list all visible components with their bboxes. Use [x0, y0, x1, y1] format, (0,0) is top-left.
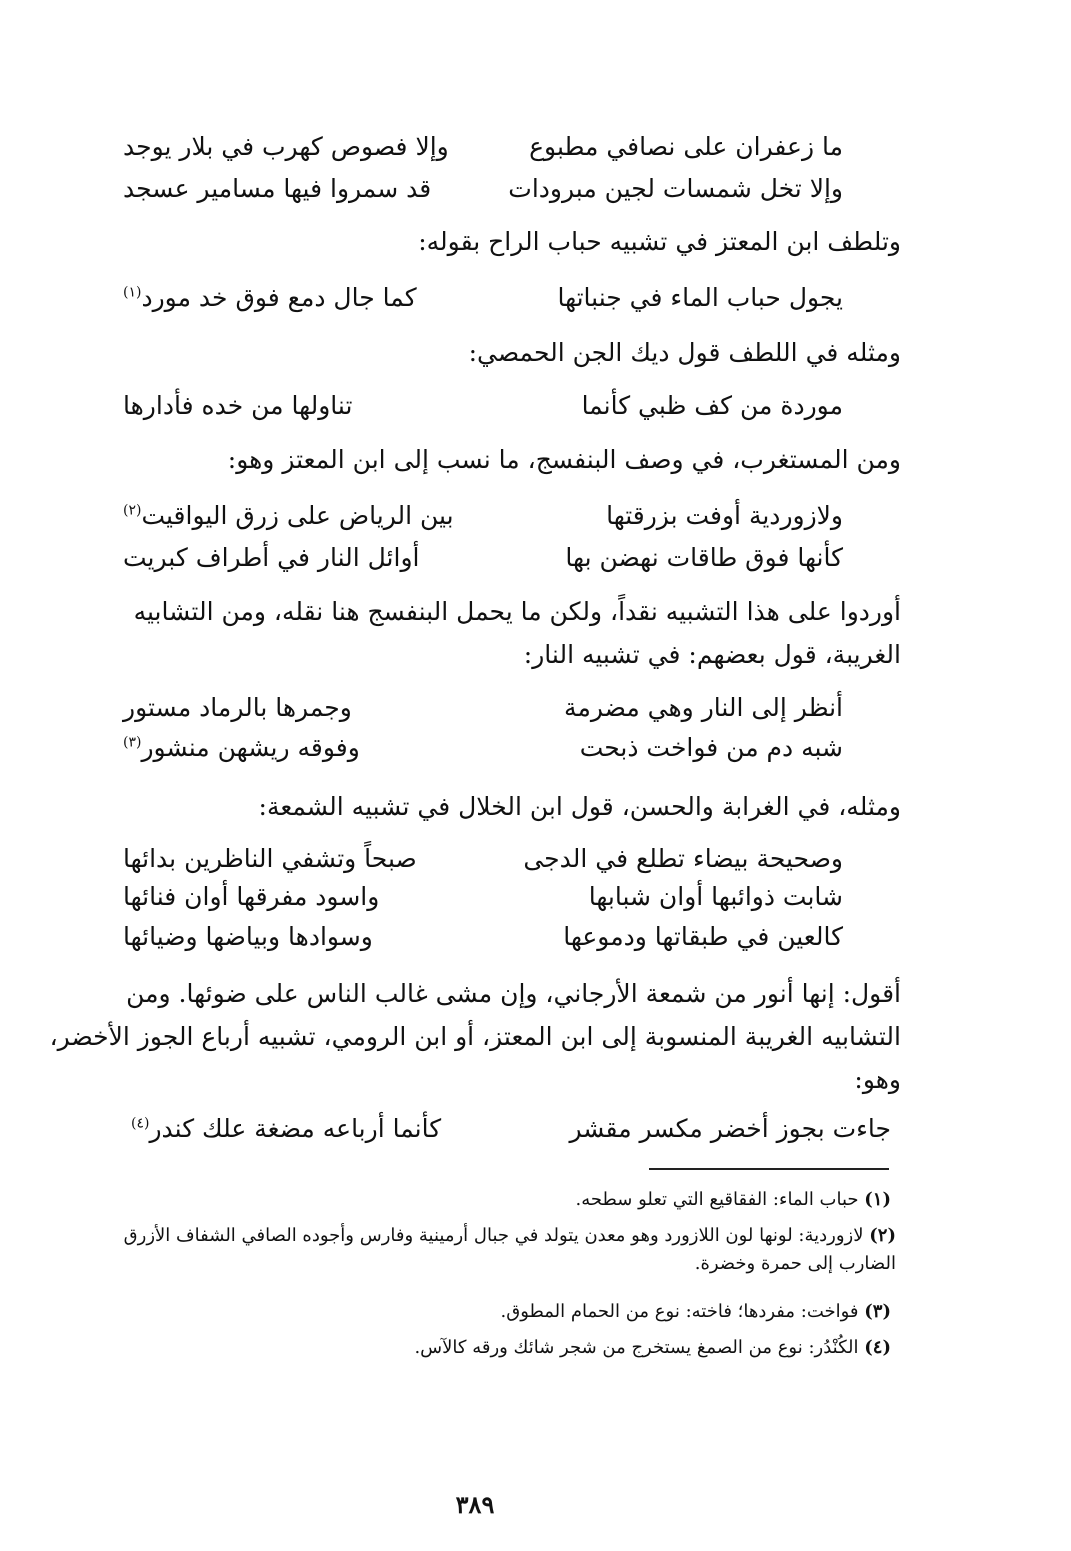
footnote-separator: [649, 1168, 889, 1170]
verse-hemistich: تناولها من خده فأدارها: [123, 390, 353, 420]
verse-line: [123, 385, 843, 425]
verse-hemistich: قد سمروا فيها مسامير عسجد: [123, 173, 432, 203]
verse-line: [123, 876, 843, 916]
verse-hemistich: واسود مفرقها أوان فنائها: [123, 881, 380, 911]
footnote-number: (٤): [864, 1337, 891, 1358]
verse-hemistich: ولازوردية أوفت بزرقتها: [606, 500, 843, 530]
verse-hemistich: شابت ذوائبها أوان شبابها: [588, 881, 843, 911]
verse-hemistich: يجول حباب الماء في جنباتها: [557, 282, 843, 312]
footnote-marker: (٤): [131, 1115, 150, 1132]
footnote: [70, 1222, 896, 1278]
prose-line: التشابيه الغريبة المنسوبة إلى ابن المعتز، أو ابن الرومي، تشبيه أرباع الجوز الأخضر،: [49, 1022, 901, 1051]
verse-line: [123, 727, 843, 767]
verse-line: [131, 1108, 891, 1148]
verse-hemistich: ما زعفران على نصافي مطبوع: [529, 131, 843, 161]
verse-hemistich: وجمرها بالرماد مستور: [123, 692, 352, 722]
verse-line: [123, 916, 843, 956]
footnote: [71, 1334, 891, 1362]
verse-hemistich: كالعين في طبقاتها ودموعها: [563, 921, 843, 951]
prose-line: الغريبة، قول بعضهم: في تشبيه النار:: [523, 640, 901, 669]
verse-line: [123, 838, 843, 878]
verse-line: [123, 687, 843, 727]
verse-hemistich: موردة من كف ظبي كأنما: [581, 390, 843, 420]
verse-hemistich: وإلا فصوص كهرب في بلار يوجد: [123, 131, 449, 161]
verse-hemistich: وصحيحة بيضاء تطلع في الدجى: [523, 843, 843, 873]
footnote-marker: (٣): [123, 734, 142, 751]
prose-line: أوردوا على هذا التشبيه نقداً، ولكن ما يحمل البنفسج هنا نقله، ومن التشابيه: [133, 597, 901, 626]
verse-hemistich: جاءت بجوز أخضر مكسر مقشر: [569, 1113, 891, 1143]
footnote-number: (٢): [869, 1225, 896, 1246]
verse-hemistich: كأنما أرباعه مضغة علك كندر$^{(٤)}$: [131, 1113, 442, 1143]
verse-hemistich: وإلا تخل شمسات لجين مبرودات: [508, 173, 843, 203]
footnote-marker: (٢): [123, 502, 142, 519]
footnote-number: (١): [864, 1189, 891, 1210]
verse-hemistich: صبحاً وتشفي الناظرين بدائها: [123, 843, 417, 873]
prose-line: وتلطف ابن المعتز في تشبيه حباب الراح بقوله:: [418, 227, 901, 256]
verse-hemistich: وسوادها وبياضها وضيائها: [123, 921, 373, 951]
verse-hemistich: أوائل النار في أطراف كبريت: [123, 542, 420, 572]
prose-line: ومثله في اللطف قول ديك الجن الحمصي:: [468, 338, 901, 367]
footnote: [71, 1186, 891, 1214]
verse-line: [123, 495, 843, 535]
verse-line: [123, 277, 843, 317]
prose-line: أقول: إنها أنور من شمعة الأرجاني، وإن مشى غالب الناس على ضوئها. ومن: [126, 979, 901, 1008]
page-number: ٣٨٩: [455, 1490, 495, 1519]
footnote-marker: (١): [123, 284, 142, 301]
verse-hemistich: أنظر إلى النار وهي مضرمة: [564, 692, 843, 722]
footnote-number: (٣): [864, 1301, 891, 1322]
footnote-text: فواخت: مفردها؛ فاخته: نوع من الحمام المطوق.: [500, 1301, 859, 1322]
footnote-text: لازوردية: لونها لون اللازورد وهو معدن يتولد في جبال أرمينية وفارس وأجوده الصافي الشفاف الأزرق الضارب إلى حمرة وخضرة.: [123, 1225, 896, 1274]
verse-line: [123, 537, 843, 577]
verse-hemistich: شبه دم من فواخت ذبحت: [579, 732, 843, 762]
verse-hemistich: وفوقه ريشهن منشور$^{(٣)}$: [123, 732, 360, 762]
verse-line: [123, 168, 843, 208]
footnote-text: حباب الماء: الفقاقيع التي تعلو سطحه.: [575, 1189, 859, 1210]
verse-line: [123, 126, 843, 166]
prose-line: ومن المستغرب، في وصف البنفسج، ما نسب إلى ابن المعتز وهو:: [227, 445, 901, 474]
footnote-text: الكُنْدُر: نوع من الصمغ يستخرج من شجر شائك ورقه كالآس.: [414, 1337, 859, 1358]
verse-hemistich: بين الرياض على زرق اليواقيت$^{(٢)}$: [123, 500, 454, 530]
prose-line: وهو:: [854, 1065, 901, 1094]
prose-line: ومثله، في الغرابة والحسن، قول ابن الخلال في تشبيه الشمعة:: [258, 792, 901, 821]
footnote: [71, 1298, 891, 1326]
verse-hemistich: كأنها فوق طاقات نهضن بها: [565, 542, 843, 572]
verse-hemistich: كما جال دمع فوق خد مورد$^{(١)}$: [123, 282, 417, 312]
